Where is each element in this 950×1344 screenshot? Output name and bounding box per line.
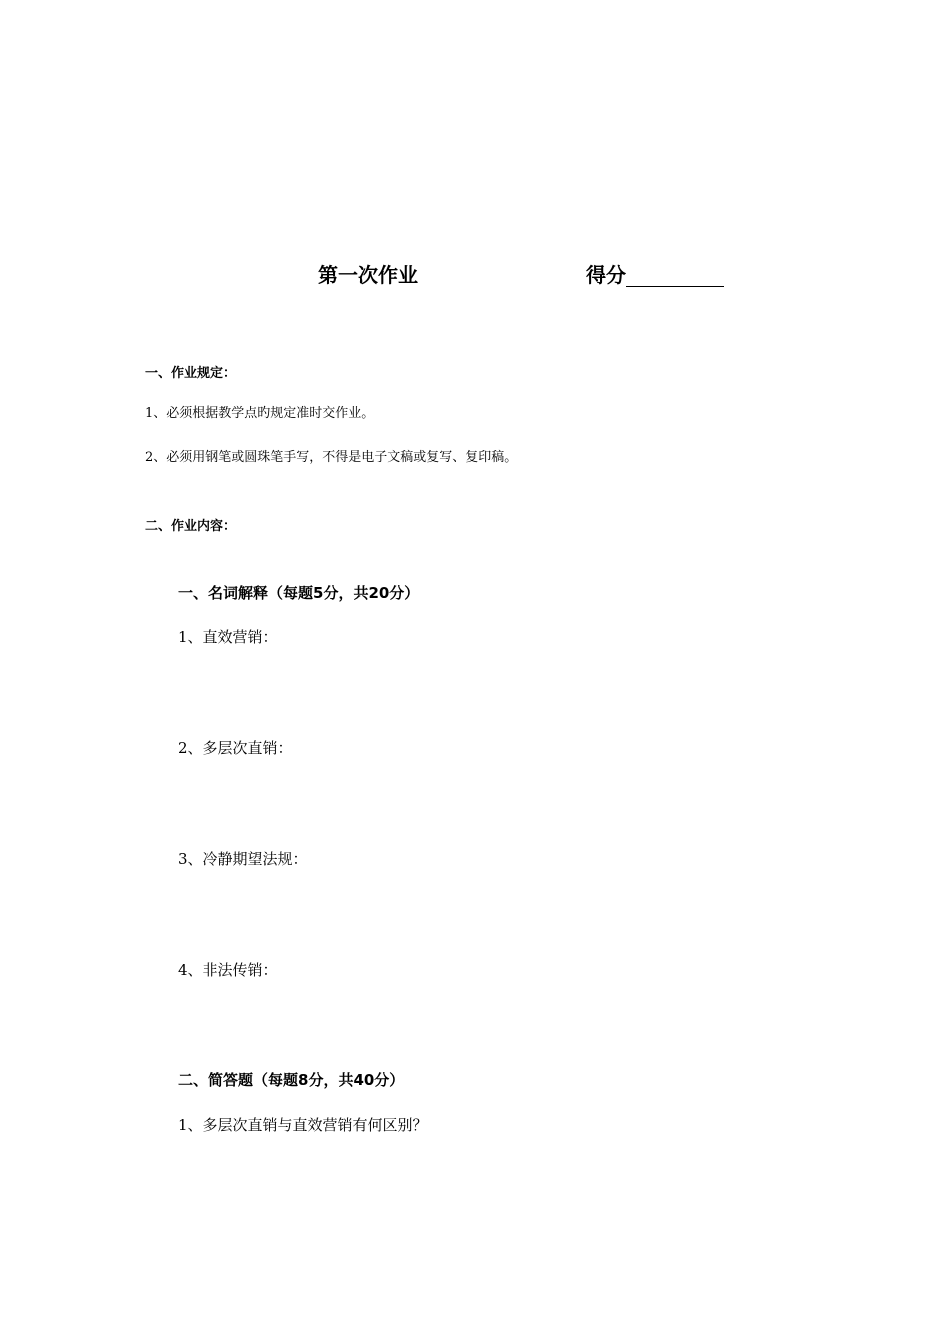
question-item: 3、冷静期望法规： [178,850,308,868]
requirement-item: 1、必须根据教学点旳规定准时交作业。 [145,406,375,421]
score-label: 得分 [586,263,626,287]
content-heading: 二、作业内容： [145,519,237,534]
question-item: 4、非法传销： [178,961,278,979]
part-heading-short-answer: 二、简答题（每题8分，共40分） [178,1071,405,1089]
question-item: 1、直效营销： [178,628,278,646]
page-title: 第一次作业 [318,263,418,287]
requirements-heading: 一、作业规定： [145,366,237,381]
question-item: 1、多层次直销与直效营销有何区别？ [178,1116,428,1134]
score-field [586,263,724,287]
question-item: 2、多层次直销： [178,739,293,757]
score-blank-line [626,264,724,287]
requirement-item: 2、必须用钢笔或圆珠笔手写，不得是电子文稿或复写、复印稿。 [145,450,518,465]
part-heading-definitions: 一、名词解释（每题5分，共20分） [178,584,420,602]
